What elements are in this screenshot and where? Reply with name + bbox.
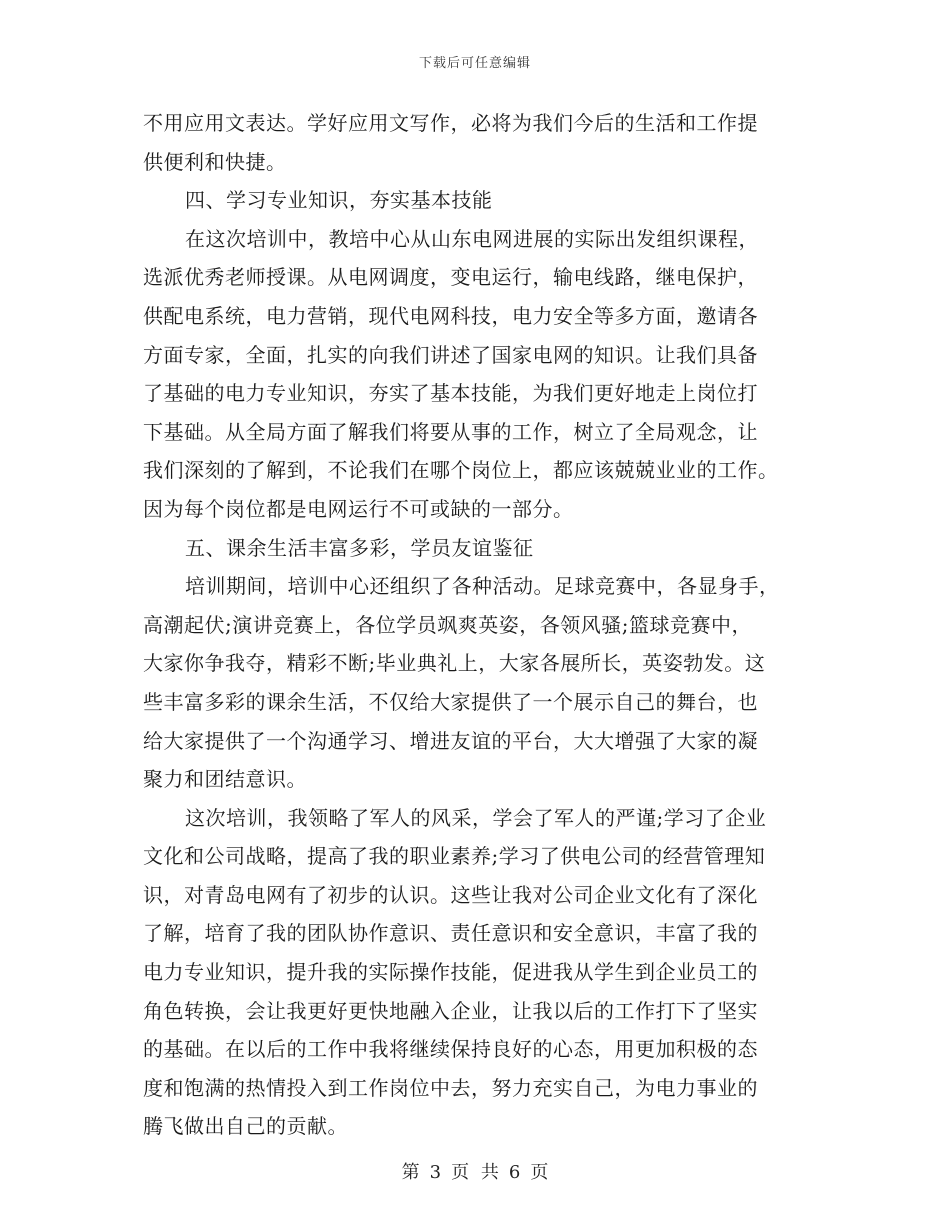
page-number: 3: [429, 1162, 442, 1183]
section-heading-4: 四、学习专业知识，夯实基本技能: [185, 188, 493, 213]
page-footer: [0, 1158, 950, 1184]
text-line: 我们深刻的了解到，不论我们在哪个岗位上，都应该兢兢业业的工作。: [143, 458, 779, 483]
text-line: 的基础。在以后的工作中我将继续保持良好的心态，用更加积极的态: [143, 1037, 758, 1062]
footer-prefix: 第: [401, 1162, 420, 1183]
text-line: 文化和公司战略，提高了我的职业素养;学习了供电公司的经营管理知: [143, 844, 766, 869]
footer-middle: 页 共: [451, 1162, 499, 1183]
text-line: 选派优秀老师授课。从电网调度，变电运行，输电线路，继电保护，: [143, 265, 758, 290]
text-line: 了解，培育了我的团队协作意识、责任意识和安全意识，丰富了我的: [143, 921, 758, 946]
text-line: 角色转换，会让我更好更快地融入企业，让我以后的工作打下了坚实: [143, 998, 758, 1023]
footer-suffix: 页: [530, 1162, 549, 1183]
total-pages: 6: [508, 1162, 521, 1183]
text-line: 给大家提供了一个沟通学习、增进友谊的平台，大大增强了大家的凝: [143, 728, 758, 753]
text-line: 下基础。从全局方面了解我们将要从事的工作，树立了全局观念，让: [143, 419, 758, 444]
text-line: 因为每个岗位都是电网运行不可或缺的一部分。: [143, 496, 574, 521]
text-line: 在这次培训中，教培中心从山东电网进展的实际出发组织课程，: [185, 226, 759, 251]
text-line: 识，对青岛电网有了初步的认识。这些让我对公司企业文化有了深化: [143, 882, 758, 907]
text-line: 这次培训，我领略了军人的风采，学会了军人的严谨;学习了企业: [185, 805, 767, 830]
text-line: 供便利和快捷。: [143, 149, 287, 174]
page-header: 下载后可任意编辑: [418, 56, 531, 71]
text-line: 腾飞做出自己的贡献。: [143, 1114, 348, 1139]
text-line: 大家你争我夺，精彩不断;毕业典礼上，大家各展所长，英姿勃发。这: [143, 651, 766, 676]
body-text: [143, 104, 813, 1146]
text-line: 度和饱满的热情投入到工作岗位中去，努力充实自己，为电力事业的: [143, 1075, 758, 1100]
text-line: 方面专家，全面，扎实的向我们讲述了国家电网的知识。让我们具备: [143, 342, 758, 367]
text-line: 聚力和团结意识。: [143, 767, 307, 792]
text-line: 培训期间，培训中心还组织了各种活动。足球竞赛中，各显身手，: [185, 574, 780, 599]
text-line: 供配电系统，电力营销，现代电网科技，电力安全等多方面，邀请各: [143, 303, 758, 328]
text-line: 些丰富多彩的课余生活，不仅给大家提供了一个展示自己的舞台，也: [143, 689, 758, 714]
text-line: 了基础的电力专业知识，夯实了基本技能，为我们更好地走上岗位打: [143, 381, 758, 406]
text-line: 不用应用文表达。学好应用文写作，必将为我们今后的生活和工作提: [143, 111, 758, 135]
text-line: 电力专业知识，提升我的实际操作技能，促进我从学生到企业员工的: [143, 960, 758, 985]
text-line: 高潮起伏;演讲竞赛上，各位学员飒爽英姿，各领风骚;篮球竞赛中，: [143, 612, 752, 637]
section-heading-5: 五、课余生活丰富多彩，学员友谊鉴征: [185, 535, 534, 560]
